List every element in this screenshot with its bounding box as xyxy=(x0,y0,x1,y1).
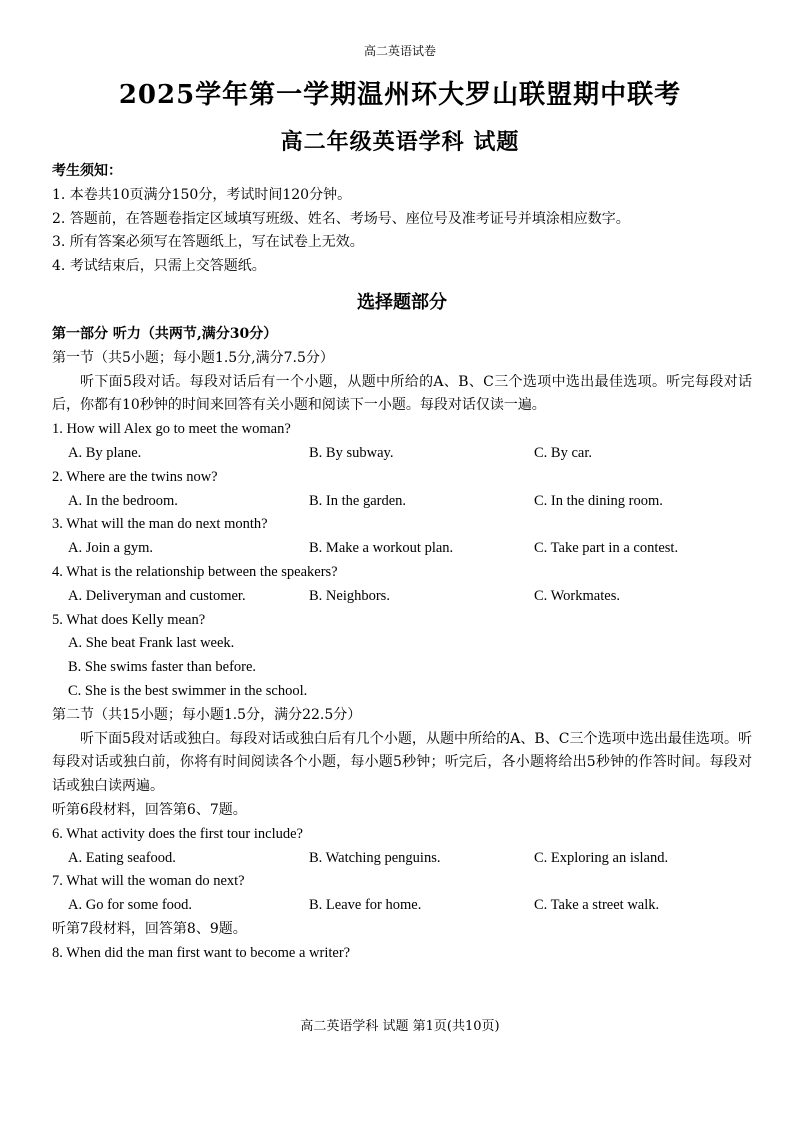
question: 8. When did the man first want to become a writer? xyxy=(52,944,351,961)
options-row xyxy=(52,847,752,871)
options-row xyxy=(52,537,752,561)
section1-instructions: 听下面5段对话。每段对话后有一个小题，从题中所给的A、B、C三个选项中选出最佳选项。听完每段对话后，你都有10秒钟的时间来回答有关小题和阅读下一小题。每段对话仅读一遍。 xyxy=(52,373,752,414)
option-b: B. Leave for home. xyxy=(309,897,422,914)
options-row xyxy=(52,490,752,514)
option-b: B. In the garden. xyxy=(309,492,407,509)
question: 7. What will the woman do next? xyxy=(52,873,245,890)
option-c: C. Exploring an island. xyxy=(534,849,669,866)
options-row xyxy=(52,585,752,609)
option-c: C. She is the best swimmer in the school. xyxy=(68,682,308,699)
notice-item: 2. 答题前，在答题卷指定区域填写班级、姓名、考场号、座位号及准考证号并填涂相应数字。 xyxy=(52,210,630,227)
option-b: B. Watching penguins. xyxy=(309,849,441,866)
option-a: A. She beat Frank last week. xyxy=(68,635,235,652)
page-header: 高二英语试卷 xyxy=(363,44,436,58)
notice-item: 1. 本卷共10页满分150分，考试时间120分钟。 xyxy=(52,186,352,203)
question: 4. What is the relationship between the speakers? xyxy=(52,563,338,580)
question: 6. What activity does the first tour include? xyxy=(52,825,303,842)
part1-heading: 第一部分 听力（共两节,满分30分） xyxy=(52,325,278,342)
question: 2. Where are the twins now? xyxy=(52,468,218,485)
notice-item: 3. 所有答案必须写在答题纸上，写在试卷上无效。 xyxy=(52,234,364,251)
option-b: B. By subway. xyxy=(309,444,394,461)
options-row xyxy=(52,442,752,466)
question: 1. How will Alex go to meet the woman? xyxy=(52,421,291,438)
section2-heading: 第二节（共15小题；每小题1.5分，满分22.5分） xyxy=(52,706,362,723)
option-b: B. She swims faster than before. xyxy=(68,659,257,676)
option-a: A. In the bedroom. xyxy=(68,492,178,509)
material-instruction: 听第6段材料，回答第6、7题。 xyxy=(52,801,247,818)
page-footer: 高二英语学科 试题 第1页(共10页) xyxy=(300,1019,500,1034)
option-a: A. Deliveryman and customer. xyxy=(68,587,246,604)
question: 5. What does Kelly mean? xyxy=(52,611,206,628)
question: 3. What will the man do next month? xyxy=(52,516,268,533)
option-a: A. Join a gym. xyxy=(68,540,153,557)
section2-instructions: 听下面5段对话或独白。每段对话或独白后有几个小题，从题中所给的A、B、C三个选项中选出最佳选项。听每段对话或独白前，你将有时间阅读各个小题，每小题5秒钟；听完后，各小题将给出5秒钟的作答时间。每段对话或独白读两遍。 xyxy=(52,730,752,795)
option-c: C. Take a street walk. xyxy=(534,897,660,914)
notice-heading: 考生须知： xyxy=(52,163,122,179)
section1-heading: 第一节（共5小题；每小题1.5分,满分7.5分） xyxy=(52,349,334,366)
material-instruction: 听第7段材料，回答第8、9题。 xyxy=(52,920,247,937)
notice-item: 4. 考试结束后，只需上交答题纸。 xyxy=(52,258,266,275)
section-title: 选择题部分 xyxy=(357,291,447,313)
options-row xyxy=(52,894,752,918)
option-c: C. By car. xyxy=(534,444,592,461)
option-c: C. In the dining room. xyxy=(534,492,663,509)
exam-content xyxy=(52,160,752,966)
option-c: C. Take part in a contest. xyxy=(534,540,679,557)
option-b: B. Make a workout plan. xyxy=(309,540,454,557)
exam-title: 2025学年第一学期温州环大罗山联盟期中联考 xyxy=(118,80,682,110)
exam-subtitle: 高二年级英语学科 试题 xyxy=(280,129,520,155)
option-a: A. By plane. xyxy=(68,444,142,461)
option-a: A. Eating seafood. xyxy=(68,849,176,866)
option-b: B. Neighbors. xyxy=(309,587,390,604)
option-a: A. Go for some food. xyxy=(68,897,193,914)
option-c: C. Workmates. xyxy=(534,587,620,604)
